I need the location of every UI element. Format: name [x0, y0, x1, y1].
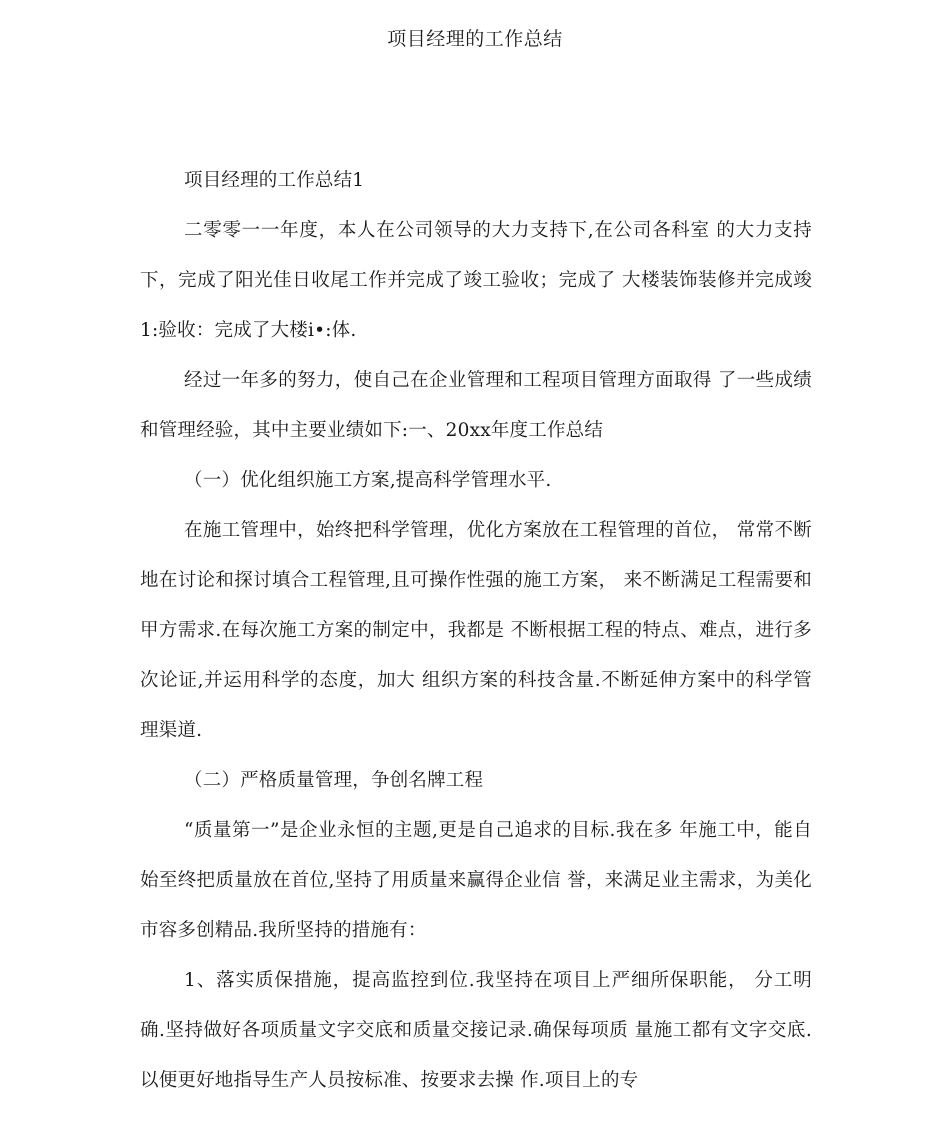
document-body	[140, 156, 812, 1106]
paragraph-quality-first: “质量第一”是企业永恒的主题,更是自己追求的目标.我在多 年施工中，能自始至终把质量放在首位,坚持了用质量来赢得企业信 誉，来满足业主需求，为美化市容多创精品.我所坚持的措施有：	[140, 820, 812, 941]
paragraph-quality-measures: 1、落实质保措施，提高监控到位.我坚持在项目上严细所保职能， 分工明确.坚持做好各项质量文字交底和质量交接记录.确保每项质 量施工都有文字交底.以便更好地指导生产人员按标准、按要求去操 作.项目上的专	[140, 970, 812, 1091]
section-heading: 项目经理的工作总结1	[184, 170, 365, 191]
subheading-one: （一）优化组织施工方案,提高科学管理水平.	[184, 470, 552, 491]
subheading-two: （二）严格质量管理，争创名牌工程	[184, 770, 484, 791]
paragraph-intro: 二零零一一年度，本人在公司领导的大力支持下,在公司各科室 的大力支持下，完成了阳光佳日收尾工作并完成了竣工验收；完成了 大楼装饰装修并完成竣1:验收：完成了大楼i•:体.	[140, 220, 812, 341]
paragraph-construction-management: 在施工管理中，始终把科学管理，优化方案放在工程管理的首位， 常常不断地在讨论和探讨填合工程管理,且可操作性强的施工方案， 来不断满足工程需要和甲方需求.在每次施工方案的制定中，我都是 不断根据工程的特点、难点，进行多次论证,并运用科学的态度，加大 组织方案的科技含量.不断延伸方案中的科学管理渠道.	[140, 520, 812, 741]
document-title: 项目经理的工作总结	[387, 28, 563, 50]
paragraph-achievements: 经过一年多的努力，使自己在企业管理和工程项目管理方面取得 了一些成绩和管理经验，其中主要业绩如下:一、20xx年度工作总结	[140, 370, 812, 441]
